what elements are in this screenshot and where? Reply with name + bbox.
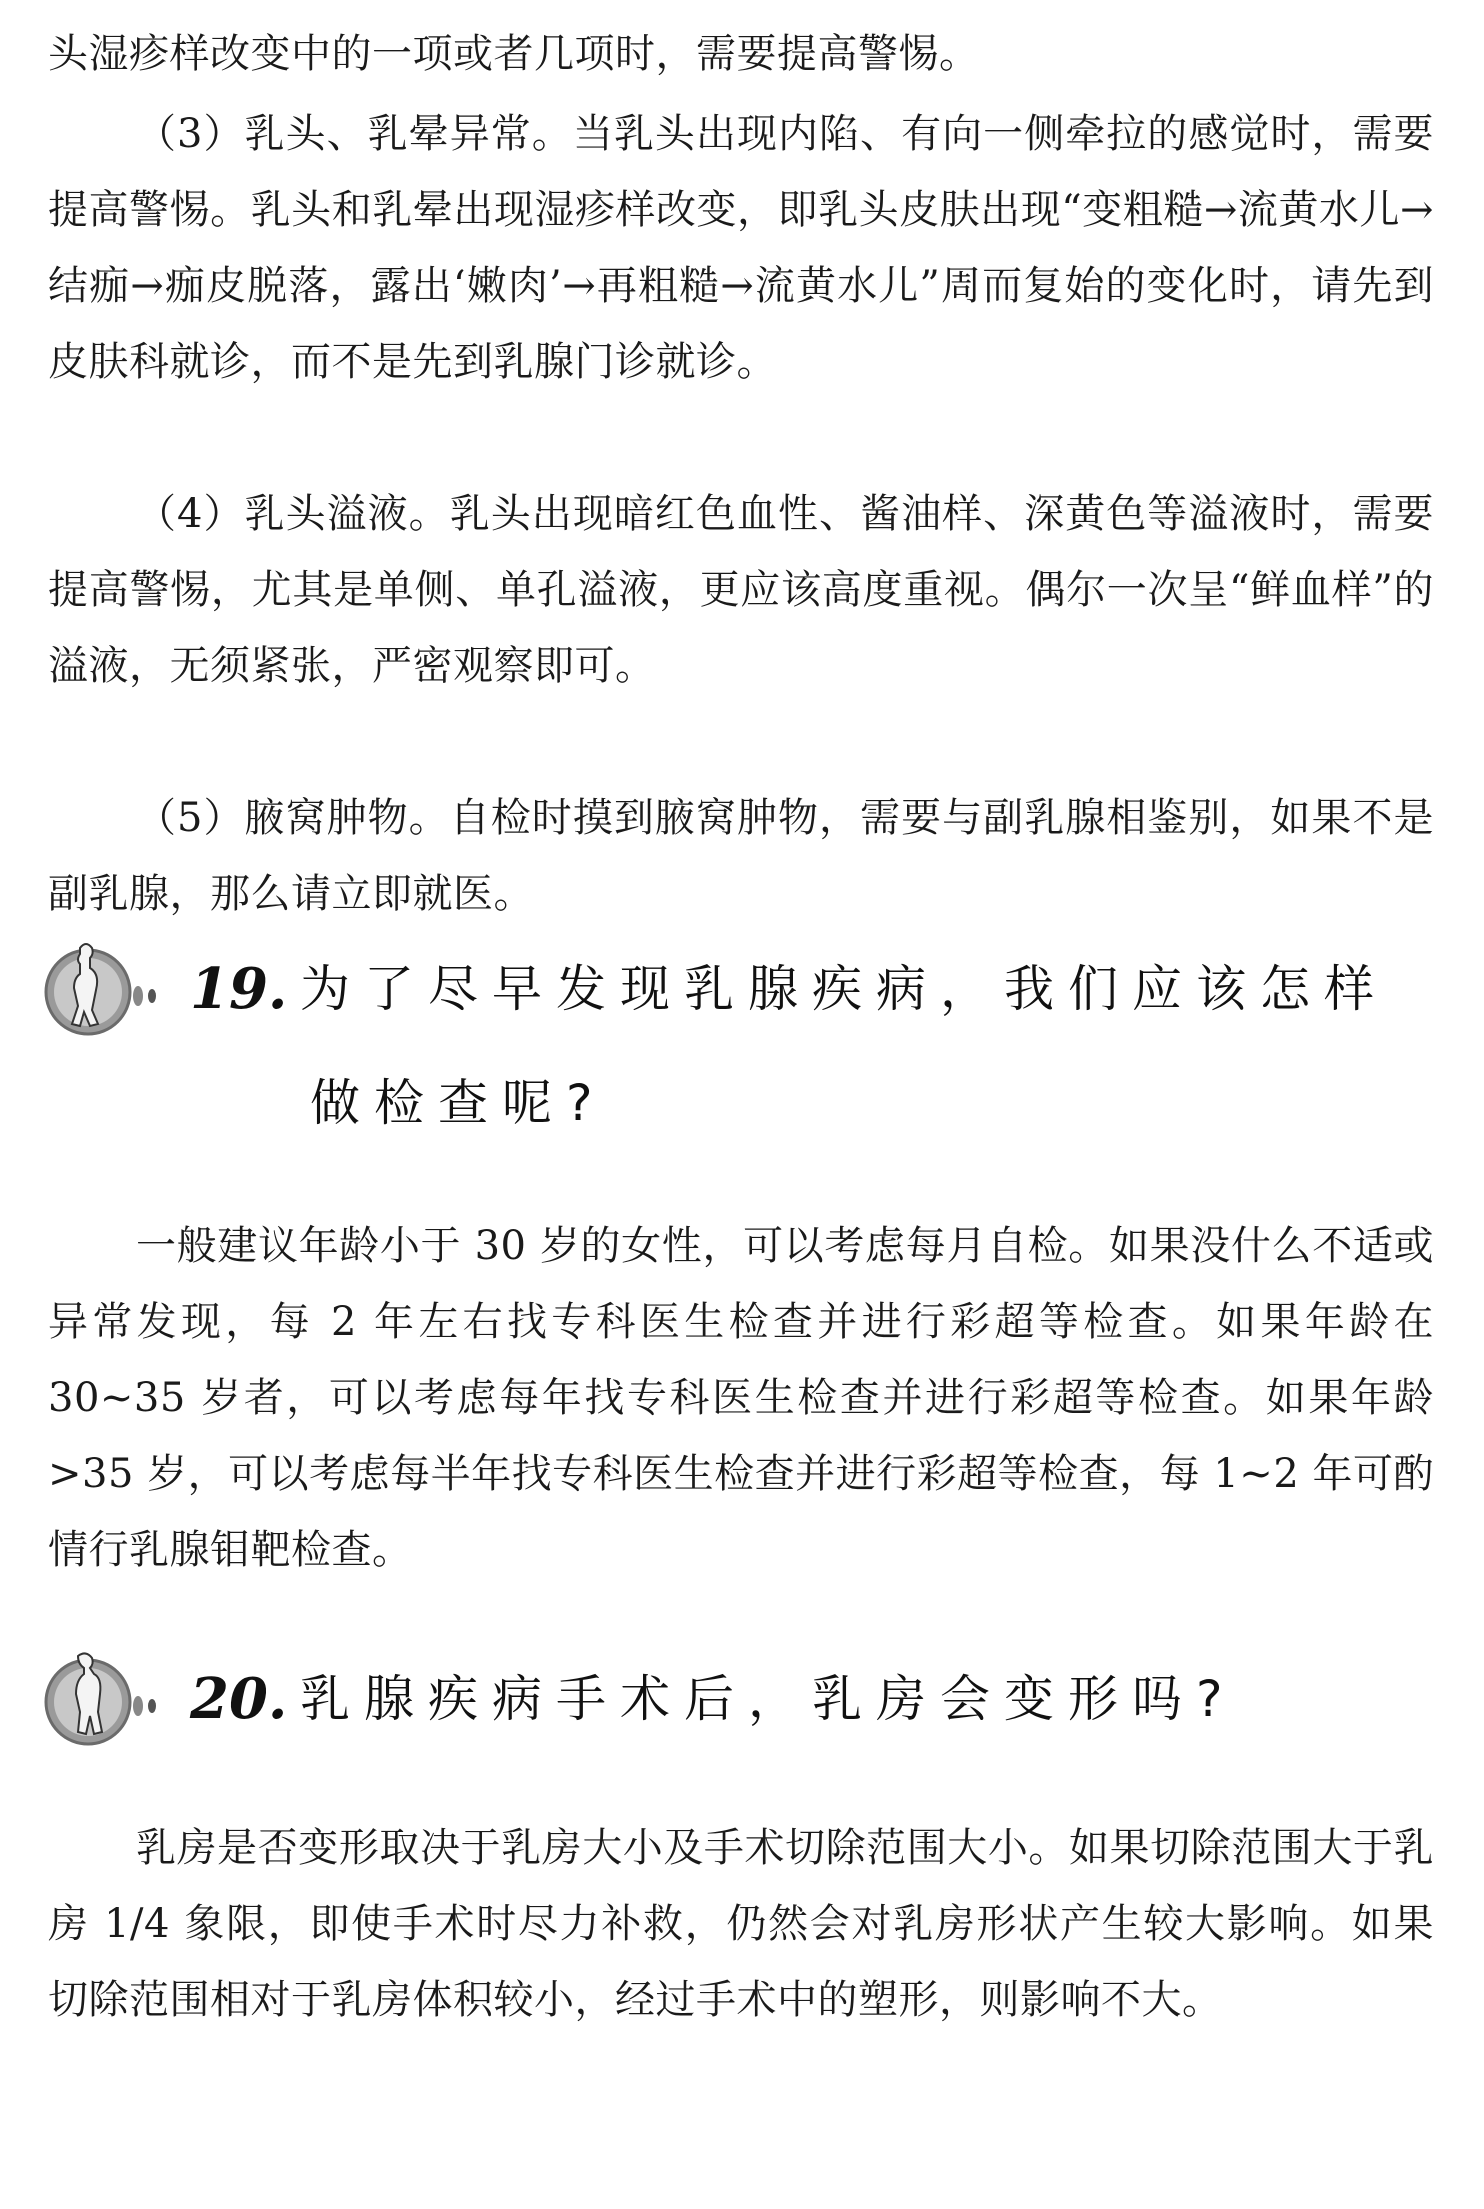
paragraph-continuation: 头湿疹样改变中的一项或者几项时，需要提高警惕。 [48,31,980,77]
heading-question-20 [40,1640,1440,1760]
paragraph-nipple-discharge: （4）乳头溢液。乳头出现暗红色血性、酱油样、深黄色等溢液时，需要提高警惕，尤其是单侧、单孔溢液，更应该高度重视。偶尔一次呈“鲜血样”的溢液，无须紧张，严密观察即可。 [48,491,1434,689]
heading-question-19 [40,930,1440,1160]
paragraph-axillary-mass: （5）腋窝肿物。自检时摸到腋窝肿物，需要与副乳腺相鉴别，如果不是副乳腺，那么请立即就医。 [48,795,1434,917]
paragraph-exam-recommendation: 一般建议年龄小于 30 岁的女性，可以考虑每月自检。如果没什么不适或异常发现，每 2 年左右找专科医生检查并进行彩超等检查。如果年龄在 30~35 岁者，可以考虑每年找专科医生检查并进行彩超等检查。如果年龄>35 岁，可以考虑每半年找专科医生检查并进行彩超等检查，每 1~2 年可酌情行乳腺钼靶检查。 [48,1223,1434,1573]
heading-19-line2: 做检查呢? [310,1074,607,1132]
heading-20-line1: 乳腺疾病手术后，乳房会变形吗? [300,1670,1237,1728]
heading-19-number: 19. [190,956,288,1022]
paragraph-nipple-areola: （3）乳头、乳晕异常。当乳头出现内陷、有向一侧牵拉的感觉时，需要提高警惕。乳头和乳晕出现湿疹样改变，即乳头皮肤出现“变粗糙→流黄水儿→结痂→痂皮脱落，露出‘嫩肉’→再粗糙→流黄水儿”周而复始的变化时，请先到皮肤科就诊，而不是先到乳腺门诊就诊。 [48,111,1434,385]
person-figure-badge-icon [40,930,190,1040]
heading-19-line1: 为了尽早发现乳腺疾病，我们应该怎样 [300,960,1388,1018]
paragraph-breast-deformation: 乳房是否变形取决于乳房大小及手术切除范围大小。如果切除范围大于乳房 1/4 象限，即使手术时尽力补救，仍然会对乳房形状产生较大影响。如果切除范围相对于乳房体积较小，经过手术中的塑形，则影响不大。 [48,1825,1434,2023]
heading-20-number: 20. [190,1666,288,1732]
person-figure-badge-icon [40,1640,190,1750]
